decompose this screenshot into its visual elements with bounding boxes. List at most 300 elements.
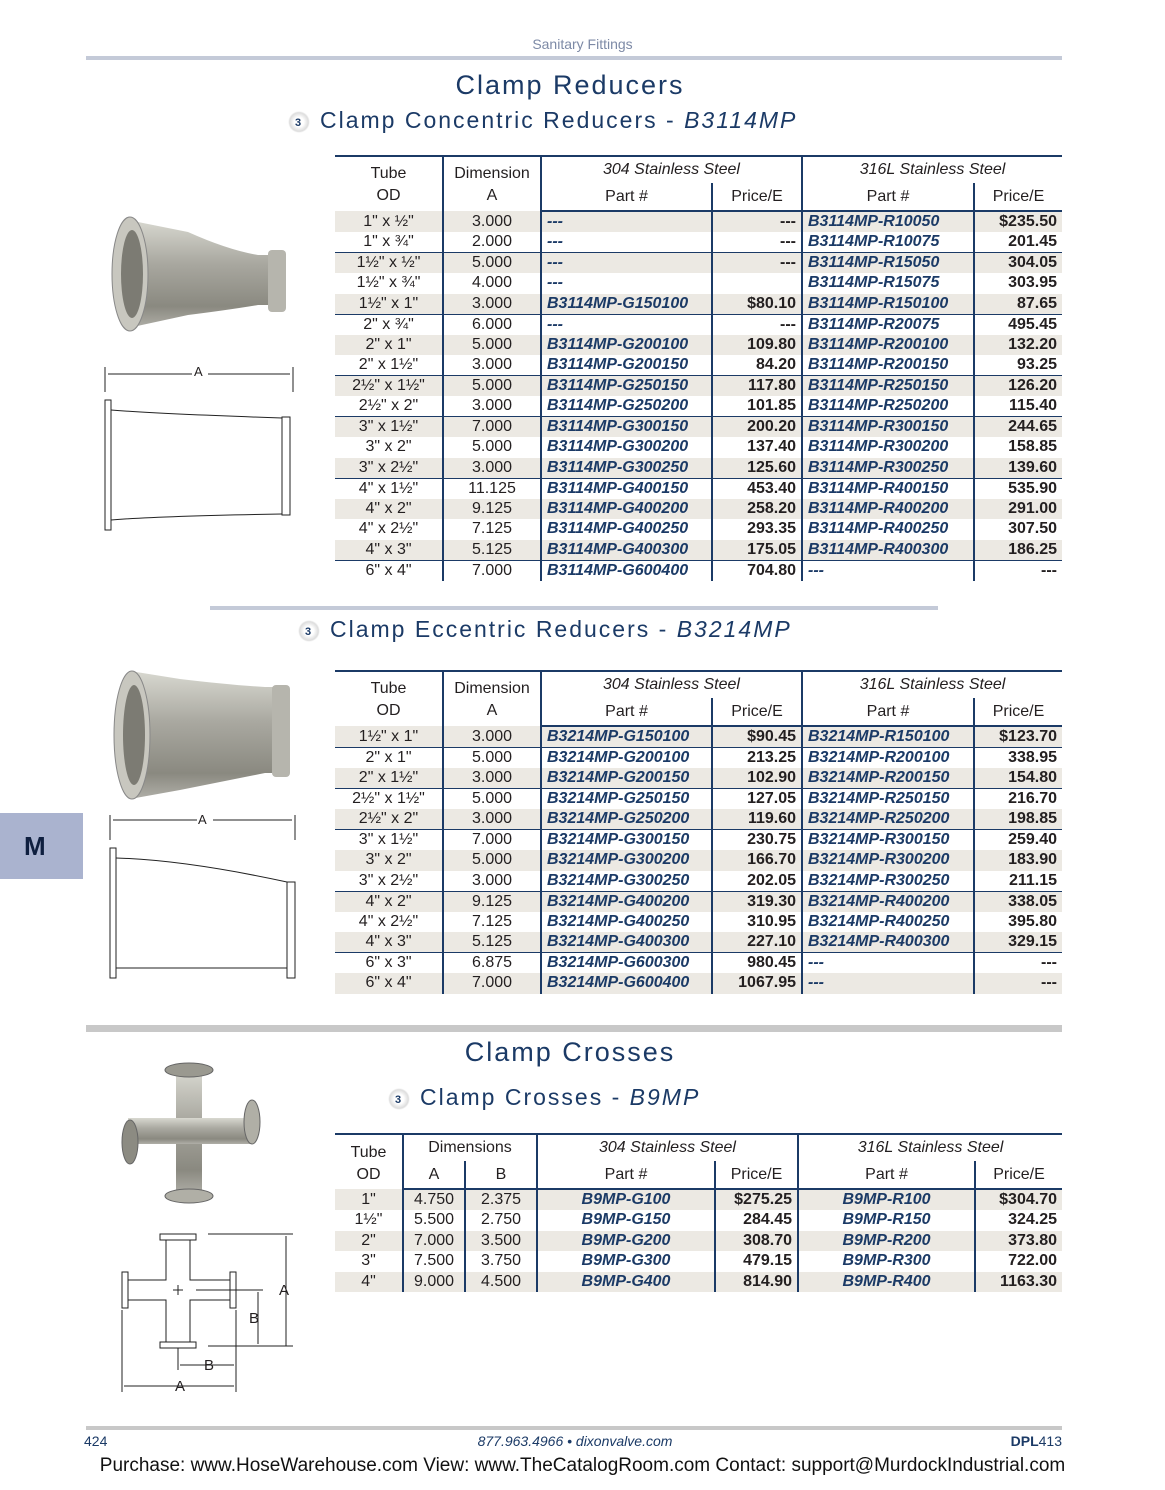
table-row [335,953,1062,974]
cell: 1½" x ¾" [356,274,421,292]
table-row [335,830,1062,851]
table-row [335,560,1062,581]
price: 115.40 [974,396,1062,417]
header-price: Price/E [715,1161,798,1189]
cell: 5.500 [403,1210,465,1231]
part-number: B3114MP-R10075 [802,232,974,253]
part-number: B3114MP-G300150 [541,417,712,438]
header-price: Price/E [974,698,1062,726]
price: 310.95 [712,912,802,933]
cell: 3.750 [465,1251,537,1272]
part-number: B3114MP-R400200 [802,499,974,520]
cell: 6.875 [443,953,541,974]
footer-contact: 877.963.4966 • dixonvalve.com [477,1433,673,1449]
cell: 3.000 [443,809,541,830]
table-row [335,768,1062,789]
cell: 6" x 4" [335,560,443,581]
part-number: B3214MP-R400250 [802,912,974,933]
cell: 4" x 3" [335,932,443,953]
part-number: B3114MP-R400250 [802,519,974,540]
table-row [335,499,1062,520]
price: $235.50 [974,211,1062,232]
table-row [335,253,1062,274]
price: 338.05 [974,891,1062,912]
section-header: Sanitary Fittings [532,36,633,52]
price: $304.70 [975,1189,1062,1210]
price [712,273,802,294]
part-number: --- [541,314,712,335]
cell: 5.000 [443,376,541,397]
clamp-cross-drawing [118,1230,303,1400]
clamp-reducers-title: Clamp Reducers [455,70,685,100]
table-row [335,850,1062,871]
part-number: B3214MP-R300200 [802,850,974,871]
eccentric-dimension-drawing [105,810,305,980]
cell: 1½" x ½" [335,253,443,274]
price: 304.05 [974,253,1062,274]
part-number: --- [541,232,712,253]
cell: 2" x ¾" [335,314,443,335]
part-number: B9MP-R150 [798,1210,975,1231]
part-number: B3114MP-G300200 [541,437,712,458]
price: 183.90 [974,850,1062,871]
price: 308.70 [715,1231,798,1252]
header-316l: 316L Stainless Steel [802,156,1062,183]
part-number: B3214MP-R250150 [802,789,974,810]
part-number: B3214MP-G200100 [541,748,712,769]
part-number: B3214MP-R300150 [802,830,974,851]
part-number: B3114MP-R150100 [802,294,974,315]
cell: 3" x 1½" [335,830,443,851]
part-number: B3114MP-G400200 [541,499,712,520]
price: 84.20 [712,355,802,376]
part-number: B3114MP-R10050 [802,211,974,232]
table-row [335,355,1062,376]
cell: 3" x 2" [365,438,412,456]
table-row [335,458,1062,479]
concentric-title-text: Clamp Concentric Reducers - [320,107,685,133]
dimension-a-label: A [175,1378,186,1395]
clamp-cross-photo [118,1060,263,1205]
cell: 2" x 1" [335,335,443,356]
header-price: Price/E [974,183,1062,211]
price: 216.70 [974,789,1062,810]
badge-icon: 3 [298,620,320,642]
price: 324.25 [975,1210,1062,1231]
cell: 9.000 [403,1272,465,1293]
cell: 3.000 [443,726,541,748]
table-row [335,232,1062,253]
cell: 3" x 2½" [335,458,443,479]
part-number: B3214MP-G200150 [541,768,712,789]
part-number: B3214MP-R400200 [802,891,974,912]
cell: 4" x 2½" [358,520,419,538]
price: 230.75 [712,830,802,851]
table-row [335,912,1062,933]
section-tab-m: M [0,813,83,879]
crosses-title [388,1084,700,1111]
part-number: B9MP-G400 [537,1272,715,1293]
cell: 4" x 2" [335,499,443,520]
header-304: 304 Stainless Steel [541,671,802,698]
cell: 3.000 [443,294,541,315]
header-b: B [465,1161,537,1189]
price: 338.95 [974,748,1062,769]
table-row [335,437,1062,458]
price: 200.20 [712,417,802,438]
price: $80.10 [712,294,802,315]
cell: 1" [335,1189,403,1210]
cell: 4" x 2" [335,891,443,912]
cell: 11.125 [443,478,541,499]
concentric-title [288,107,797,134]
table-row [335,891,1062,912]
part-number: --- [802,953,974,974]
cell: 5.125 [443,540,541,561]
price: 284.45 [715,1210,798,1231]
part-number: B3114MP-G200100 [541,335,712,356]
part-number: B3214MP-G400300 [541,932,712,953]
cell: 2½" x 2" [335,809,443,830]
clamp-crosses-title: Clamp Crosses [464,1037,676,1067]
table-row [335,396,1062,417]
cell: 3" x 2" [335,850,443,871]
table-row [335,335,1062,356]
part-number: B9MP-G200 [537,1231,715,1252]
price: 319.30 [712,891,802,912]
price: 259.40 [974,830,1062,851]
cell: 5.000 [443,748,541,769]
cell: 1½" x 1" [335,294,443,315]
table-row [335,871,1062,892]
section-divider [86,1025,1062,1032]
cell: 1" x ½" [335,211,443,232]
cell: 5.000 [443,253,541,274]
price: 227.10 [712,932,802,953]
price: --- [712,314,802,335]
part-number: B9MP-G300 [537,1251,715,1272]
table-row [335,1189,1062,1210]
price: 303.95 [974,273,1062,294]
table-row [335,478,1062,499]
header-304: 304 Stainless Steel [541,156,802,183]
cell: 9.125 [443,499,541,520]
dimension-b-label: B [249,1310,260,1327]
header-tube: Tube [350,1144,387,1161]
table-row [335,809,1062,830]
table-row [335,1231,1062,1252]
part-number: B3214MP-R250200 [802,809,974,830]
price: 139.60 [974,458,1062,479]
cell: 1½" x 1" [335,726,443,748]
price: 132.20 [974,335,1062,356]
part-number: B3114MP-R250200 [802,396,974,417]
price: 453.40 [712,478,802,499]
price: 186.25 [974,540,1062,561]
eccentric-reducers-table [335,670,1062,994]
header-316l: 316L Stainless Steel [798,1134,1062,1161]
crosses-model: B9MP [629,1084,701,1110]
price: 814.90 [715,1272,798,1293]
cell: 5.000 [443,335,541,356]
cell: 6.000 [443,314,541,335]
part-number: B3214MP-G150100 [541,726,712,748]
cell: 7.000 [443,560,541,581]
price: 329.15 [974,932,1062,953]
table-row [335,211,1062,232]
cell: 7.500 [403,1251,465,1272]
part-number: B3114MP-G250200 [541,396,712,417]
part-number: B3214MP-G250150 [541,789,712,810]
price: --- [712,232,802,253]
price: 93.25 [974,355,1062,376]
price: 127.05 [712,789,802,810]
table-row [335,273,1062,294]
price: --- [712,211,802,232]
part-number: B3214MP-G300250 [541,871,712,892]
cell: 7.000 [443,830,541,851]
catalog-code-number: 413 [1038,1433,1062,1449]
part-number: --- [541,273,712,294]
price: 158.85 [974,437,1062,458]
price: 395.80 [974,912,1062,933]
cell: 2" x 1" [335,748,443,769]
cell: 3.000 [443,211,541,232]
concentric-reducers-table [335,155,1062,581]
table-row [335,1272,1062,1293]
table-row [335,540,1062,561]
cell: 3" x 1½" [335,417,443,438]
price: 213.25 [712,748,802,769]
part-number: B3114MP-G400150 [541,478,712,499]
cell: 4" x 1½" [335,478,443,499]
header-od: OD [376,702,401,719]
cell: 4" x 2½" [358,912,419,930]
table-row [335,376,1062,397]
cell: 5.000 [443,437,541,458]
part-number: B9MP-R400 [798,1272,975,1293]
part-number: B9MP-R100 [798,1189,975,1210]
catalog-code-prefix: DPL [1010,1433,1039,1449]
concentric-model: B3114MP [684,107,798,133]
part-number: B3114MP-R200150 [802,355,974,376]
table-row [335,519,1062,540]
part-number: B3214MP-R150100 [802,726,974,748]
price: 293.35 [712,519,802,540]
cell: 9.125 [443,891,541,912]
price: 704.80 [712,560,802,581]
clamp-crosses-table [335,1133,1062,1292]
cell: 2.375 [465,1189,537,1210]
part-number: B3114MP-G600400 [541,560,712,581]
part-number: B3214MP-R200100 [802,748,974,769]
part-number: B3214MP-R300250 [802,871,974,892]
price: 137.40 [712,437,802,458]
cell: 7.125 [443,519,541,540]
cell: 5.125 [443,932,541,953]
header-price: Price/E [712,698,802,726]
cell: 4.500 [465,1272,537,1293]
header-dimension: Dimension [454,165,530,182]
section-divider [210,606,938,610]
cell: 3" x 2½" [358,871,419,889]
purchase-banner: Purchase: www.HoseWarehouse.com View: www.TheCatalogRoom.com Contact: support@MurdockIndustrial.com [99,1455,1066,1476]
header-a: A [486,702,498,719]
price: 722.00 [975,1251,1062,1272]
part-number: B3114MP-G150100 [541,294,712,315]
part-number: B3114MP-R20075 [802,314,974,335]
cell: 4" x 3" [335,540,443,561]
header-a: A [486,187,498,204]
price: 244.65 [974,417,1062,438]
cell: 3.000 [443,458,541,479]
price: 166.70 [712,850,802,871]
table-row [335,789,1062,810]
table-row [335,314,1062,335]
part-number: B9MP-R200 [798,1231,975,1252]
price: --- [712,253,802,274]
part-number: B9MP-G150 [537,1210,715,1231]
header-304: 304 Stainless Steel [537,1134,798,1161]
part-number: --- [802,560,974,581]
header-rule [86,56,1062,60]
cell: 7.000 [403,1231,465,1252]
part-number: B3114MP-R300250 [802,458,974,479]
price: 535.90 [974,478,1062,499]
header-dimension: Dimension [454,680,530,697]
header-part: Part # [541,183,712,211]
part-number: B3214MP-R400300 [802,932,974,953]
part-number: B3214MP-G250200 [541,809,712,830]
price: 201.45 [974,232,1062,253]
header-tube: Tube [370,165,407,182]
cell: 1" x ¾" [363,233,414,250]
cell: 2½" x 2" [358,397,419,414]
concentric-reducer-photo [108,210,293,335]
eccentric-reducer-photo [110,665,295,805]
part-number: B3114MP-R300200 [802,437,974,458]
header-dimensions: Dimensions [403,1134,537,1161]
dimension-a-label: A [194,364,203,379]
part-number: B3214MP-G300200 [541,850,712,871]
part-number: B3214MP-R200150 [802,768,974,789]
cell: 4" [335,1272,403,1293]
price: 102.90 [712,768,802,789]
header-od: OD [376,187,401,204]
cell: 4.000 [443,273,541,294]
price: 119.60 [712,809,802,830]
part-number: B3214MP-G400200 [541,891,712,912]
part-number: --- [541,253,712,274]
cell: 1½" [354,1211,383,1229]
eccentric-title-text: Clamp Eccentric Reducers - [330,616,677,642]
part-number: B3114MP-G250150 [541,376,712,397]
table-row [335,1210,1062,1231]
cell: 2" x 1½" [335,768,443,789]
cell: 3.000 [443,355,541,376]
part-number: B3114MP-R250150 [802,376,974,397]
header-part: Part # [537,1161,715,1189]
cell: 2" x 1½" [358,356,419,373]
price: 495.45 [974,314,1062,335]
header-part: Part # [802,698,974,726]
cell: 2½" x 1½" [335,376,443,397]
price: 198.85 [974,809,1062,830]
price: 117.80 [712,376,802,397]
price: 87.65 [974,294,1062,315]
header-316l: 316L Stainless Steel [802,671,1062,698]
eccentric-title [298,616,792,643]
part-number: B3114MP-R200100 [802,335,974,356]
price: 980.45 [712,953,802,974]
footer-rule [86,1426,1062,1430]
table-row [335,973,1062,994]
price: 291.00 [974,499,1062,520]
price: 125.60 [712,458,802,479]
header-od: OD [356,1166,381,1183]
dimension-a-label: A [279,1282,290,1299]
price: --- [974,973,1062,994]
part-number: B3214MP-G600300 [541,953,712,974]
price: 101.85 [712,396,802,417]
part-number: B3114MP-R300150 [802,417,974,438]
price: $275.25 [715,1189,798,1210]
header-tube: Tube [370,680,407,697]
part-number: B9MP-R300 [798,1251,975,1272]
price: 1067.95 [712,973,802,994]
price: --- [974,560,1062,581]
cell: 4.750 [403,1189,465,1210]
table-row [335,932,1062,953]
dimension-a-label: A [198,812,207,827]
part-number: B3114MP-R15050 [802,253,974,274]
cell: 2½" x 1½" [335,789,443,810]
cell: 3.000 [443,768,541,789]
part-number: B3114MP-G200150 [541,355,712,376]
cell: 5.000 [443,789,541,810]
price: 109.80 [712,335,802,356]
part-number: B3214MP-G600400 [541,973,712,994]
page-number: 424 [84,1433,108,1449]
header-price: Price/E [712,183,802,211]
price: --- [974,953,1062,974]
header-part: Part # [798,1161,975,1189]
price: 211.15 [974,871,1062,892]
part-number: B3114MP-R400300 [802,540,974,561]
price: 373.80 [975,1231,1062,1252]
cell: 6" x 3" [335,953,443,974]
badge-icon: 3 [288,111,310,133]
part-number: --- [541,211,712,232]
table-row [335,417,1062,438]
dimension-b-label: B [204,1357,215,1374]
cell: 3.500 [465,1231,537,1252]
price: 154.80 [974,768,1062,789]
cell: 3.000 [443,871,541,892]
catalog-code [1011,1433,1062,1449]
part-number: B3114MP-R15075 [802,273,974,294]
table-row [335,726,1062,748]
cell: 2.000 [443,232,541,253]
badge-icon: 3 [388,1088,410,1110]
price: 258.20 [712,499,802,520]
part-number: B3114MP-G400300 [541,540,712,561]
price: 1163.30 [975,1272,1062,1293]
cell: 6" x 4" [335,973,443,994]
header-part: Part # [802,183,974,211]
header-part: Part # [541,698,712,726]
table-row [335,748,1062,769]
